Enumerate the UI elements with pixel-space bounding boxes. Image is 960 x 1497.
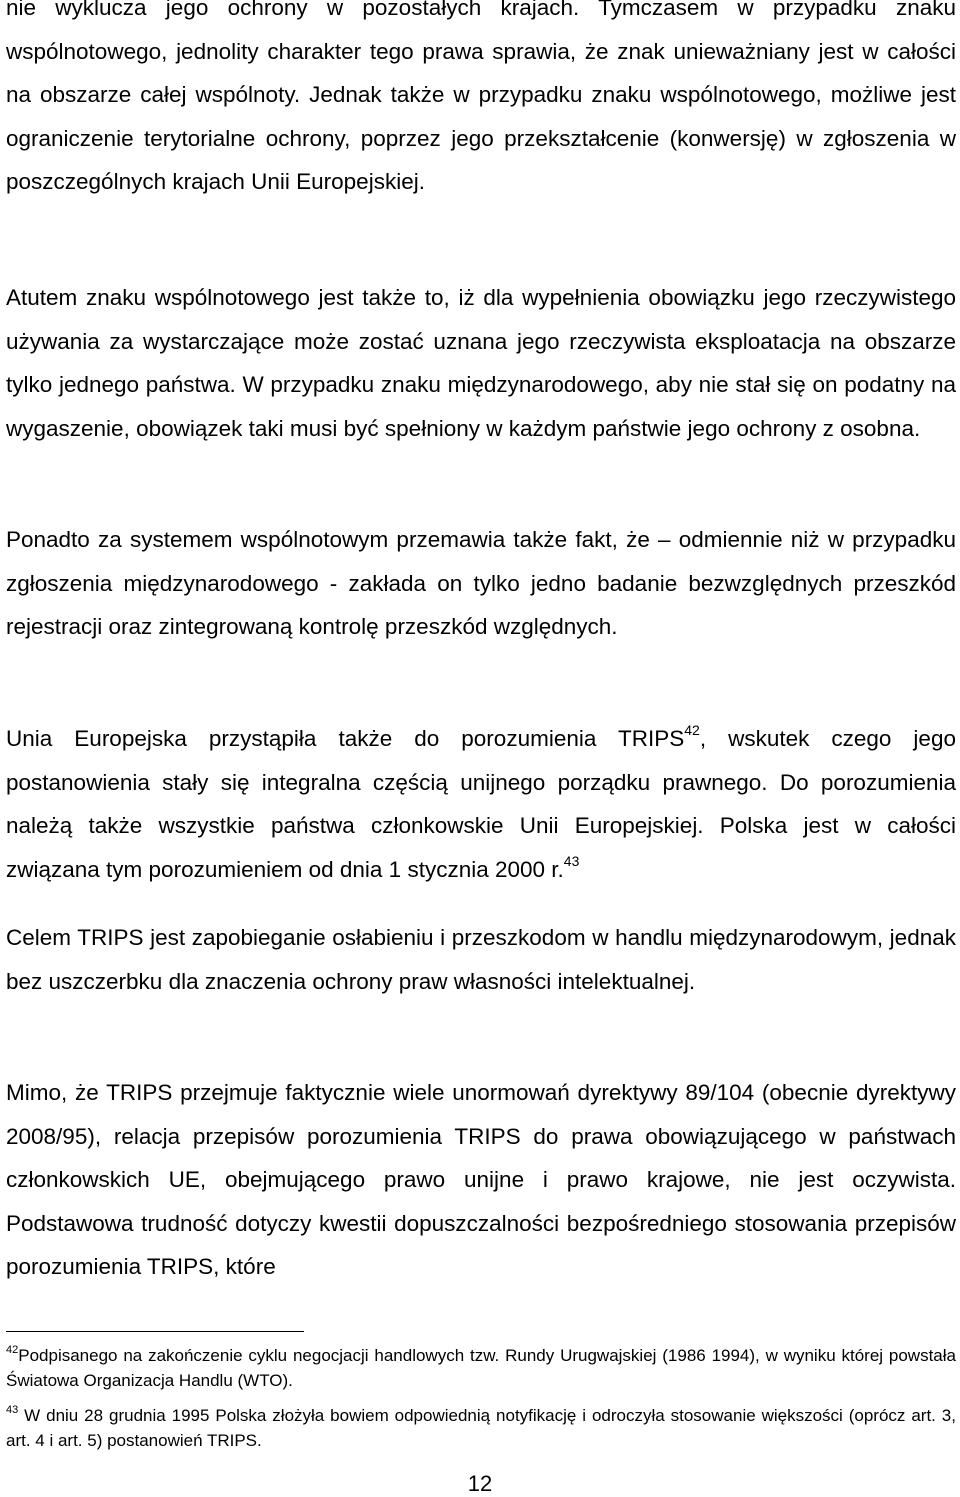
paragraph-trips-accession-text-1: Unia Europejska przystąpiła także do porozumienia TRIPS: [6, 726, 685, 751]
paragraph-examination-system: Ponadto za systemem wspólnotowym przemawia także fakt, że – odmiennie niż w przypadku zgłoszenia międzynarodowego - zakłada on tylko jedno badanie bezwzględnych przeszkód rejestracji oraz zintegrowaną kontrolę przeszkód względnych.: [6, 527, 956, 639]
paragraph-trips-relation: Mimo, że TRIPS przejmuje faktycznie wiele unormowań dyrektywy 89/104 (obecnie dyrektywy 2008/95), relacja przepisów porozumienia TRIPS do prawa obowiązującego w państwach członkowskich UE, obejmującego prawo unijne i prawo krajowe, nie jest oczywista. Podstawowa trudność dotyczy kwestii dopuszczalności bezpośredniego stosowania przepisów porozumienia TRIPS, które: [6, 1080, 956, 1279]
paragraph-community-trademark-use: Atutem znaku wspólnotowego jest także to, iż dla wypełnienia obowiązku jego rzeczywistego używania za wystarczające może zostać uznana jego rzeczywista eksploatacja na obszarze tylko jednego państwa. W przypadku znaku międzynarodowego, aby nie stał się on podatny na wygaszenie, obowiązek taki musi być spełniony w każdym państwie jego ochrony z osobna.: [6, 285, 956, 441]
paragraph-trips-goal: Celem TRIPS jest zapobieganie osłabieniu i przeszkodom w handlu międzynarodowym, jednak bez uszczerbku dla znaczenia ochrony praw własności intelektualnej.: [6, 925, 956, 994]
footnote-text-43: W dniu 28 grudnia 1995 Polska złożyła bowiem odpowiednią notyfikację i odroczyła stosowanie większości (oprócz art. 3, art. 4 i art. 5) postanowień TRIPS.: [6, 1406, 956, 1450]
footnote-number-43: 43: [6, 1404, 19, 1416]
footnote-reference-42: 42: [684, 722, 700, 738]
footnote-separator: [6, 1331, 304, 1332]
footnote-text-42: Podpisanego na zakończenie cyklu negocjacji handlowych tzw. Rundy Urugwajskiej (1986 1994), w wyniku której powstała Światowa Organizacja Handlu (WTO).: [6, 1346, 956, 1390]
paragraph-trips-accession: [6, 717, 956, 891]
footnote-43: [6, 1403, 956, 1453]
paragraph-trips-accession-text-2: , wskutek czego jego postanowienia stały się integralna częścią unijnego porządku prawnego. Do porozumienia należą także wszystkie państwa członkowskie Unii Europejskiej. Polska jest w całości związana tym porozumieniem od dnia 1 stycznia 2000 r.: [6, 726, 956, 882]
footnote-number-42: 42: [6, 1344, 19, 1356]
footnote-reference-43: 43: [563, 852, 580, 869]
page-number: 12: [467, 1471, 493, 1496]
paragraph-community-trademark-invalidation: nie wyklucza jego ochrony w pozostałych krajach. Tymczasem w przypadku znaku wspólnotowego, jednolity charakter tego prawa sprawia, że znak unieważniany jest w całości na obszarze całej wspólnoty. Jednak także w przypadku znaku wspólnotowego, możliwe jest ograniczenie terytorialne ochrony, poprzez jego przekształcenie (konwersję) w zgłoszenia w poszczególnych krajach Unii Europejskiej.: [6, 0, 956, 194]
footnote-42: [6, 1343, 956, 1393]
